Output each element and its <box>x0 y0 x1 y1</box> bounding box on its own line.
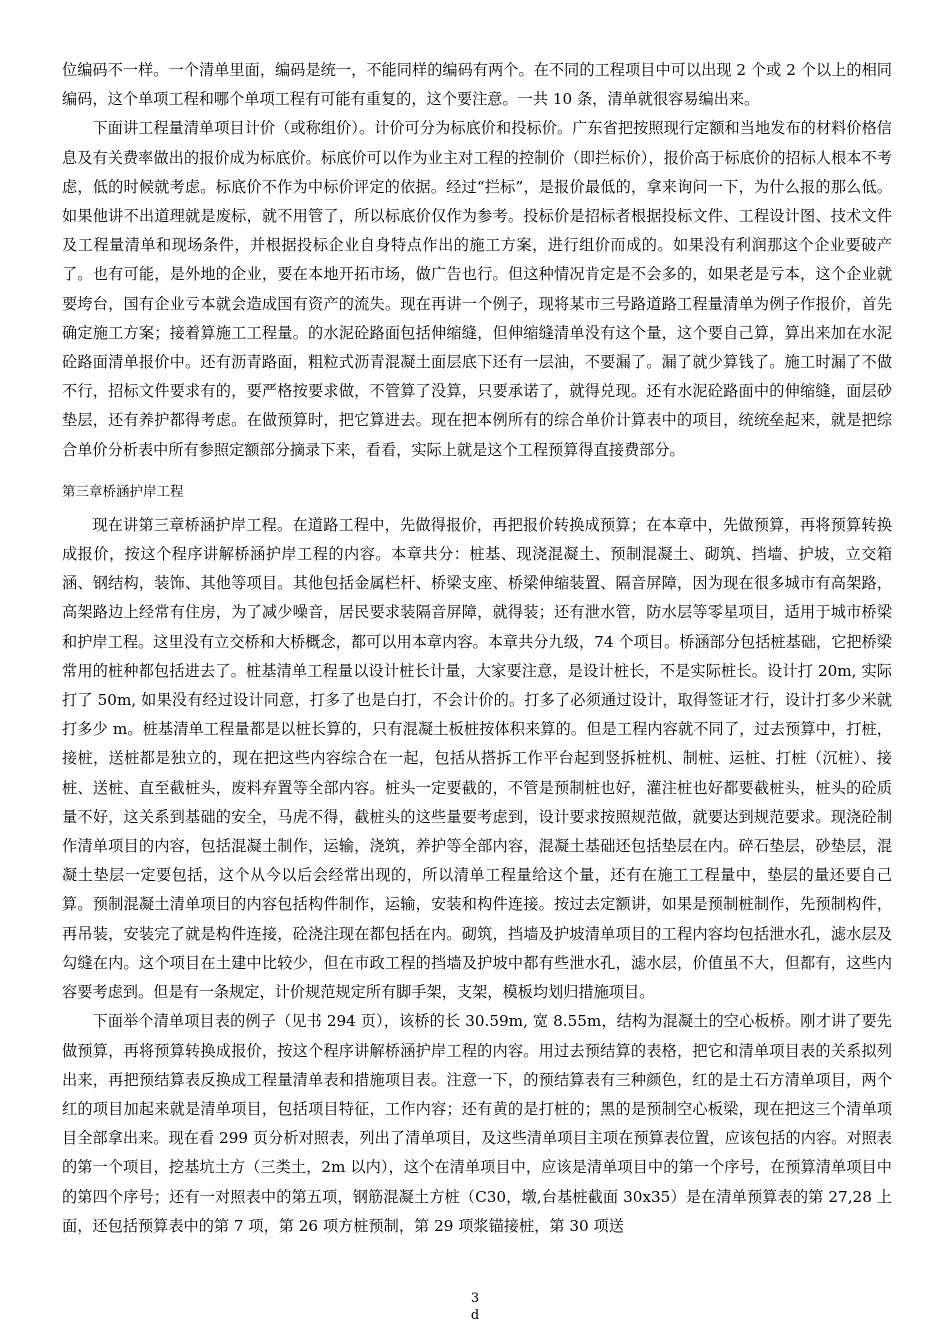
page-number-suffix: d <box>470 1308 480 1323</box>
paragraph-chapter-intro: 现在讲第三章桥涵护岸工程。在道路工程中，先做得报价，再把报价转换成预算；在本章中，先做预算，再将预算转换成报价，按这个程序讲解桥涵护岸工程的内容。本章共分：桩基、现浇混凝土、预制混凝土、砌筑、挡墙、护坡，立交箱涵、钢结构，装饰、其他等项目。其他包括金属栏杆、桥梁支座、桥梁伸缩装置、隔音屏障，因为现在很多城市有高架路，高架路边上经常有住房，为了减少噪音，居民要求装隔音屏障，就得装；还有泄水管，防水层等零星项目，适用于城市桥梁和护岸工程。这里没有立交桥和大桥概念，都可以用本章内容。本章共分九级，74 个项目。桥涵部分包括桩基础，它把桥梁常用的桩种都包括进去了。桩基清单工程量以设计桩长计量，大家要注意，是设计桩长，不是实际桩长。设计打 20m, 实际打了 50m, 如果没有经过设计同意，打多了也是白打，不会计价的。打多了必须通过设计，取得签证才行，设计打多少米就打多少 m。桩基清单工程量都是以桩长算的，只有混凝土板桩按体积来算的。但是工程内容就不同了，过去预算中，打桩，接桩，送桩都是独立的，现在把这些内容综合在一起，包括从搭拆工作平台起到竖拆桩机、制桩、运桩、打桩（沉桩）、接桩、送桩、直至截桩头，废料弃置等全部内容。桩头一定要截的，不管是预制桩也好，灌注桩也好都要截桩头，桩头的砼质量不好，这关系到基础的安全，马虎不得，截桩头的这些量要考虑到，设计要求按照规范做，就要达到规范要求。现浇砼制作清单项目的内容，包括混凝土制作，运输，浇筑，养护等全部内容，混凝土基础还包括垫层在内。碎石垫层，砂垫层，混凝土垫层一定要包括，这个从今以后会经常出现的，所以清单工程量给这个量，还有在施工工程量中，垫层的量还要自己算。预制混凝土清单项目的内容包括构件制作，运输，安装和构件连接。按过去定额讲，如果是预制桩制作，先预制构件，再吊装，安装完了就是构件连接，砼浇注现在都包括在内。砌筑，挡墙及护坡清单项目的工程内容均包括泄水孔，滤水层及勾缝在内。这个项目在土建中比较少，但在市政工程的挡墙及护坡中都有些泄水孔，滤水层，价值虽不大，但都有，这些内容要考虑到。但是有一条规定，计价规范规定所有脚手架，支架，模板均划归措施项目。 <box>62 515 892 1002</box>
paragraph-continuation: 位编码不一样。一个清单里面，编码是统一，不能同样的编码有两个。在不同的工程项目中可以出现 2 个或 2 个以上的相同编码，这个单项工程和哪个单项工程有可能有重复的，这个要注意。一共 10 条，清单就很容易编出来。 <box>62 61 892 109</box>
chapter-heading: 第三章桥涵护岸工程 <box>62 483 184 500</box>
page-number-digit: 3 <box>470 1291 480 1306</box>
document-page <box>62 56 892 1241</box>
paragraph-example: 下面举个清单项目表的例子（见书 294 页），该桥的长 30.59m, 宽 8.55m，结构为混凝土的空心板桥。刚才讲了要先做预算，再将预算转换成报价，按这个程序讲解桥涵护岸工程的内容。用过去预结算的表格，把它和清单项目表的关系拟列出来，再把预结算表反换成工程量清单表和措施项目表。注意一下，的预结算表有三种颜色，红的是土石方清单项目，两个红的项目加起来就是清单项目，包括项目特征，工作内容；还有黄的是打桩的；黑的是预制空心板梁，现在把这三个清单项目全部拿出来。现在看 299 页分析对照表，列出了清单项目，及这些清单项目主项在预算表位置，应该包括的内容。对照表的第一个项目，挖基坑土方（三类土，2m 以内），这个在清单项目中，应该是清单项目中的第一个序号，在预算清单项目中的第四个序号；还有一对照表中的第五项，钢筋混凝土方桩（C30，墩,台基桩截面 30x35）是在清单预算表的第 27,28 上面，还包括预算表中的第 7 项，第 26 项方桩预制，第 29 项浆锚接桩，第 30 项送 <box>62 1012 892 1235</box>
paragraph-pricing: 下面讲工程量清单项目计价（或称组价）。计价可分为标底价和投标价。广东省把按照现行定额和当地发布的材料价格信息及有关费率做出的报价成为标底价。标底价可以作为业主对工程的控制价（即拦标价），报价高于标底价的招标人根本不考虑，低的时候就考虑。标底价不作为中标价评定的依据。经过“拦标”，是报价最低的，拿来询问一下，为什么报的那么低。如果他讲不出道理就是废标，就不用管了，所以标底价仅作为参考。投标价是招标者根据投标文件、工程设计图、技术文件及工程量清单和现场条件，并根据投标企业自身特点作出的施工方案，进行组价而成的。如果没有利润那这个企业要破产了。也有可能，是外地的企业，要在本地开拓市场，做广告也行。但这种情况肯定是不会多的，如果老是亏本，这个企业就要垮台，国有企业亏本就会造成国有资产的流失。现在再讲一个例子，现将某市三号路道路工程量清单为例子作报价，首先确定施工方案；接着算施工工程量。的水泥砼路面包括伸缩缝，但伸缩缝清单没有这个量，这个要自己算，算出来加在水泥砼路面清单报价中。还有沥青路面，粗粒式沥青混凝土面层底下还有一层油，不要漏了。漏了就少算钱了。施工时漏了不做不行，招标文件要求有的，要严格按要求做，不管算了没算，只要承诺了，就得兑现。还有水泥砼路面中的伸缩缝，面层砂垫层，还有养护都得考虑。在做预算时，把它算进去。现在把本例所有的综合单价计算表中的项目，统统垒起来，就是把综合单价分析表中所有参照定额部分摘录下来，看看，实际上就是这个工程预算得直接费部分。 <box>62 119 892 459</box>
page-number <box>0 1290 950 1324</box>
